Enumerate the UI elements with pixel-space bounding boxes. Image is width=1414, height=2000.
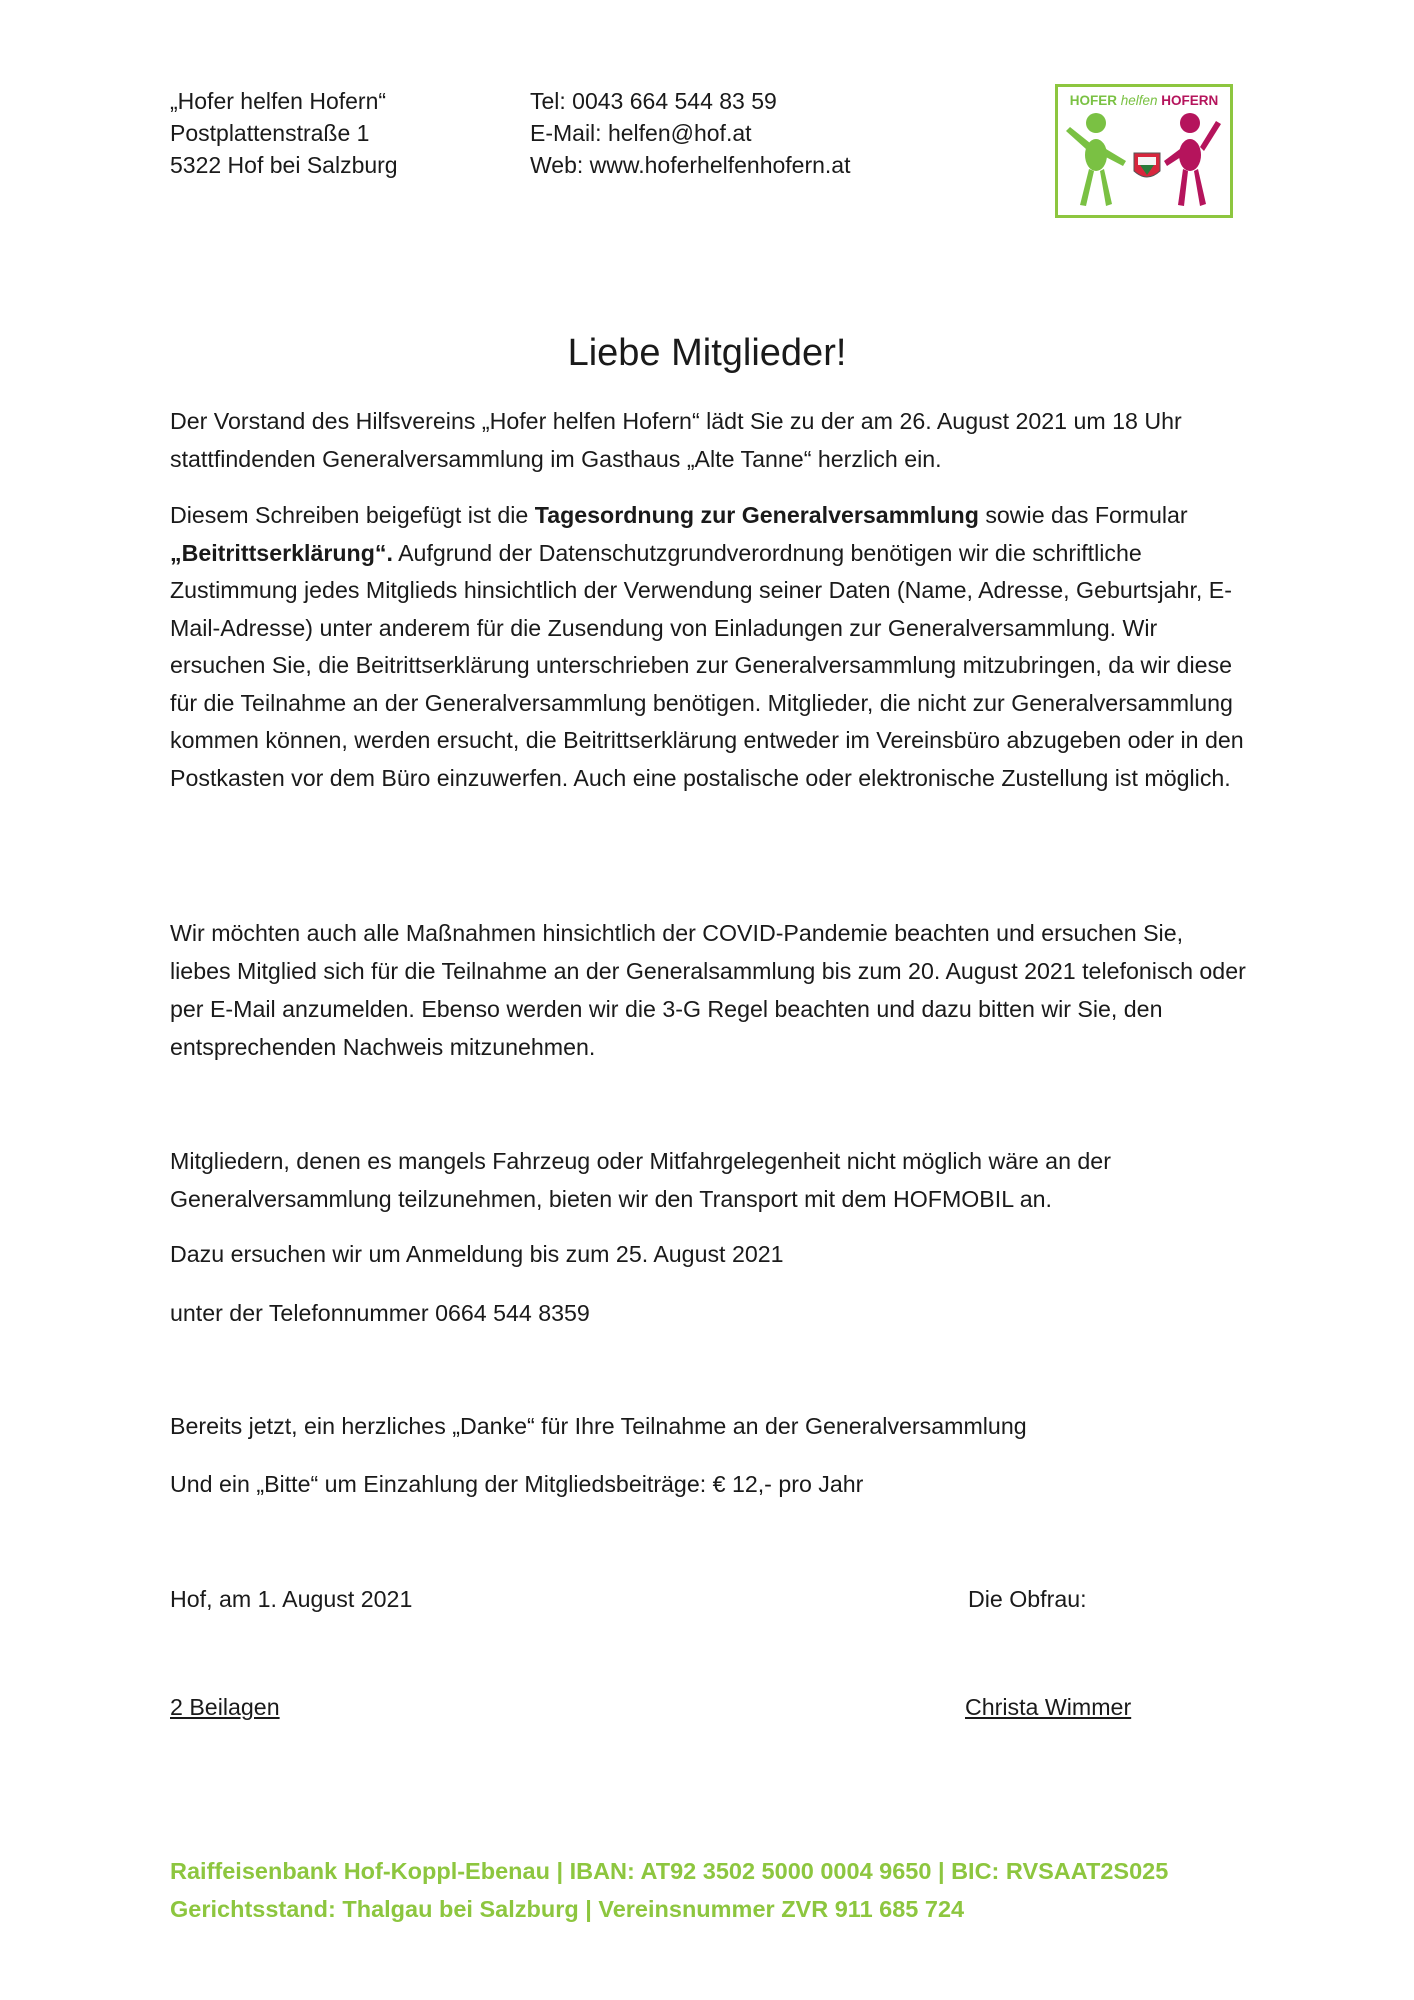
place-date: Hof, am 1. August 2021 [170,1586,413,1612]
footer-bank: Raiffeisenbank Hof-Koppl-Ebenau | IBAN: AT92 3502 5000 0004 9650 | BIC: RVSAAT2S025 [170,1858,1169,1884]
contact-block [530,85,850,181]
logo-word-hofern: HOFERN [1161,93,1219,108]
coat-of-arms-icon [1134,153,1160,177]
logo [1055,84,1233,218]
attachment-text-3: Aufgrund der Datenschutzgrundverordnung benötigen wir die schriftliche Zustimmung jedes Mitglieds hinsichtlich der Verwendung seiner Daten (Name, Adresse, Geburtsjahr, E-Mail-Adresse) unter anderem für die Zusendung von Einladungen zur Generalversammlung. Wir ersuchen Sie, die Beitrittserklärung unterschrieben zur Generalversammlung mitzubringen, da wir diese für die Teilnahme an der Generalversammlung benötigen. Mitglieder, die nicht zur Generalversammlung kommen können, werden ersucht, die Beitrittserklärung entweder im Vereinsbüro abzugeben oder in den Postkasten vor dem Büro einzuwerfen. Auch eine postalische oder elektronische Zustellung ist möglich. [170,539,1244,791]
form-bold: „Beitrittserklärung“. [170,539,393,566]
magenta-figure-icon [1164,113,1221,206]
enclosures: 2 Beilagen [170,1694,280,1720]
footer-court: Gerichtsstand: Thalgau bei Salzburg | Vereinsnummer ZVR 911 685 724 [170,1896,965,1922]
transport-paragraph: Mitgliedern, denen es mangels Fahrzeug oder Mitfahrgelegenheit nicht möglich wäre an der Generalversammlung teilzunehmen, bieten wir den Transport mit dem HOFMOBIL an. [170,1148,1111,1212]
contact-email: E-Mail: helfen@hof.at [530,120,752,146]
phone-line: unter der Telefonnummer 0664 544 8359 [170,1300,590,1326]
signature-title: Die Obfrau: [968,1586,1087,1612]
sender-city: 5322 Hof bei Salzburg [170,152,398,178]
attachment-paragraph [170,497,1250,797]
sender-address [170,85,398,181]
green-figure-icon [1066,113,1126,206]
logo-figures [1058,109,1230,215]
sender-street: Postplattenstraße 1 [170,120,370,146]
covid-paragraph: Wir möchten auch alle Maßnahmen hinsichtlich der COVID-Pandemie beachten und ersuchen Sie, liebes Mitglied sich für die Teilnahme an der Generalsammlung bis zum 20. August 2021 telefonisch oder per E-Mail anzumelden. Ebenso werden wir die 3-G Regel beachten und dazu bitten wir Sie, den entsprechenden Nachweis mitzunehmen. [170,920,1246,1060]
agenda-bold: Tagesordnung zur Generalversammlung [534,502,979,528]
contact-web: Web: www.hoferhelfenhofern.at [530,152,851,178]
contact-tel: Tel: 0043 664 544 83 59 [530,88,777,114]
letter-title: Liebe Mitglieder! [567,332,847,374]
logo-title [1058,93,1230,108]
intro-paragraph: Der Vorstand des Hilfsvereins „Hofer helfen Hofern“ lädt Sie zu der am 26. August 2021 um 18 Uhr stattfindenden Generalversammlung im Gasthaus „Alte Tanne“ herzlich ein. [170,408,1182,472]
thanks-line: Bereits jetzt, ein herzliches „Danke“ für Ihre Teilnahme an der Generalversammlung [170,1413,1027,1439]
logo-word-hofer: HOFER [1069,93,1117,108]
signatory-name: Christa Wimmer [965,1694,1132,1720]
footer [170,1852,1168,1928]
registration-line: Dazu ersuchen wir um Anmeldung bis zum 25. August 2021 [170,1241,784,1267]
logo-word-helfen: helfen [1120,93,1158,108]
attachment-text-2: sowie das Formular [978,502,1188,528]
attachment-text-1: Diesem Schreiben beigefügt ist die [170,502,535,528]
sender-name: „Hofer helfen Hofern“ [170,88,387,114]
fee-line: Und ein „Bitte“ um Einzahlung der Mitgliedsbeiträge: € 12,- pro Jahr [170,1471,864,1497]
